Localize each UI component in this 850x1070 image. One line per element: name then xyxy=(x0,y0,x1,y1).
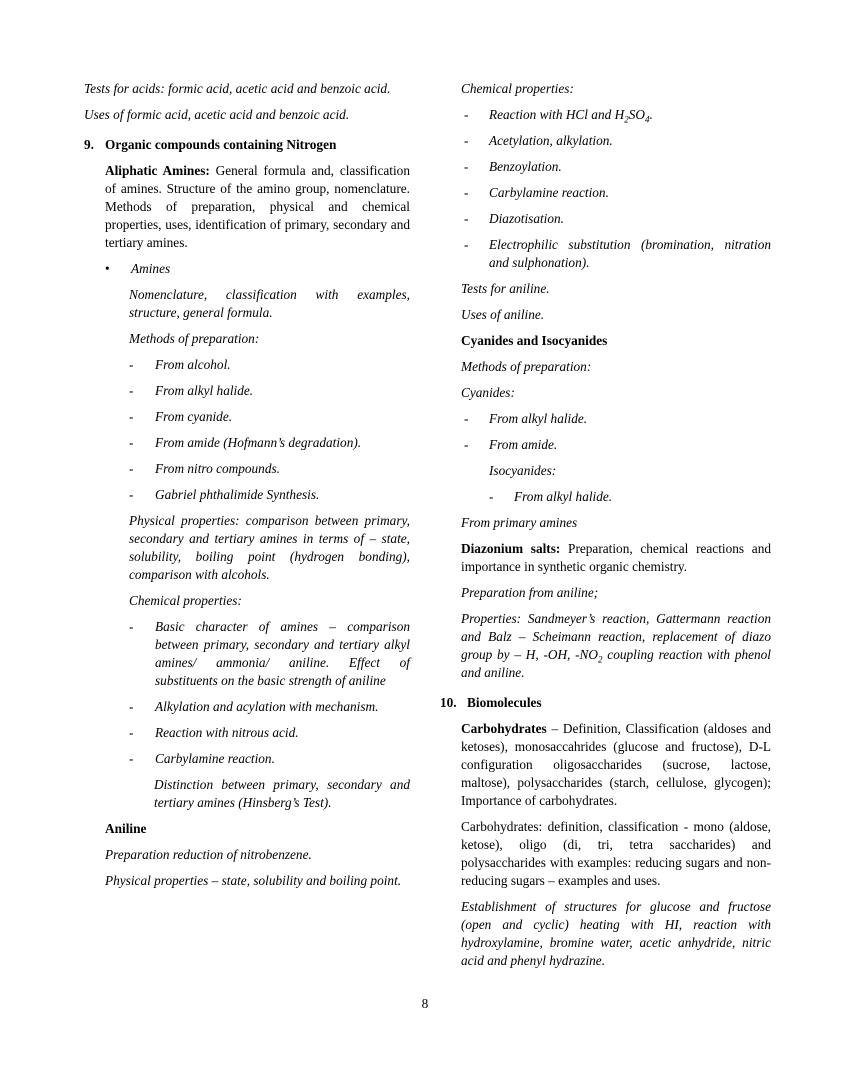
tests-aniline: Tests for aniline. xyxy=(461,281,550,296)
dash-marker: - xyxy=(464,133,469,148)
aliphatic-text: General formula and, classification of amines. Structure of the amino group, nomenclature. Methods of preparation, physical and chemical properties, uses, identification of primary, secondary and tertiary amines. xyxy=(105,163,410,250)
chem-item: Diazotisation. xyxy=(489,211,564,226)
section-10-title: Biomolecules xyxy=(467,695,542,710)
section-9-title: Organic compounds containing Nitrogen xyxy=(105,137,337,152)
dash-marker: - xyxy=(129,409,134,424)
list-item xyxy=(464,236,771,272)
chem-item: Benzoylation. xyxy=(489,159,562,174)
list-item xyxy=(129,434,410,452)
subscript: 4 xyxy=(644,114,650,125)
chem-item: Acetylation, alkylation. xyxy=(489,133,613,148)
methods-prep-label: Methods of preparation: xyxy=(461,359,592,374)
bullet-amines xyxy=(105,260,410,278)
section-10-number: 10. xyxy=(440,695,457,710)
chemical-properties-label: Chemical properties: xyxy=(461,81,574,96)
distinction: Distinction between primary, secondary and tertiary amines (Hinsberg’s Test). xyxy=(154,777,410,810)
properties-paragraph xyxy=(461,610,771,682)
list-item xyxy=(464,132,771,150)
carbohydrates-definition: Carbohydrates: definition, classification - mono (aldose, ketose), oligo (di, tri, tetra saccharides) and polysaccharides with examples: reducing sugars and non-reducing sugars – examples and uses. xyxy=(461,819,771,888)
list-item xyxy=(464,158,771,176)
chem-item: Basic character of amines – comparison between primary, secondary and tertiary alkyl amines/ ammonia/ aniline. Effect of substituents on the basic strength of aniline xyxy=(155,619,410,688)
list-item xyxy=(129,724,410,742)
subscript: 2 xyxy=(598,654,603,665)
list-item xyxy=(129,750,410,768)
bullet-marker: • xyxy=(105,261,110,276)
chem-item: Carbylamine reaction. xyxy=(155,751,275,766)
aliphatic-paragraph xyxy=(105,162,410,252)
properties-text: Properties: Sandmeyer’s reaction, Gattermann reaction and Balz – Scheimann reaction, replacement of diazo group by – H, -OH, -NO xyxy=(461,611,771,662)
chem-item-text: SO xyxy=(628,107,645,122)
aliphatic-heading: Aliphatic Amines: xyxy=(105,163,210,178)
nomenclature: Nomenclature, classification with examples, structure, general formula. xyxy=(129,287,410,320)
chem-item: Electrophilic substitution (bromination, nitration and sulphonation). xyxy=(489,237,771,270)
isocyanide-item: From alkyl halide. xyxy=(514,489,613,504)
list-item xyxy=(464,436,771,454)
method-item: From alcohol. xyxy=(155,357,231,372)
dash-marker: - xyxy=(129,487,134,502)
method-item: From nitro compounds. xyxy=(155,461,280,476)
dash-marker: - xyxy=(129,751,134,766)
chemical-properties-label: Chemical properties: xyxy=(129,593,242,608)
aniline-heading: Aniline xyxy=(105,821,147,836)
method-item: Gabriel phthalimide Synthesis. xyxy=(155,487,320,502)
diazonium-paragraph xyxy=(461,540,771,576)
establishment-structures: Establishment of structures for glucose and fructose (open and cyclic) heating with HI, reaction with hydroxylamine, bromine water, acetic anhydride, nitric acid and phenyl hydrazine. xyxy=(461,899,771,968)
list-item xyxy=(129,618,410,690)
physical-properties: Physical properties: comparison between primary, secondary and tertiary amines in terms of – state, solubility, boiling point (hydrogen bonding), comparison with alcohols. xyxy=(129,513,410,582)
dash-marker: - xyxy=(464,237,469,252)
chem-item: Carbylamine reaction. xyxy=(489,185,609,200)
prep-from-aniline: Preparation from aniline; xyxy=(461,585,599,600)
dash-marker: - xyxy=(464,159,469,174)
dash-marker: - xyxy=(489,489,494,504)
page-number: 8 xyxy=(421,996,429,1011)
uses-aniline: Uses of aniline. xyxy=(461,307,545,322)
section-9-heading xyxy=(84,136,410,154)
uses-acids: Uses of formic acid, acetic acid and benzoic acid. xyxy=(84,107,350,122)
subscript: 2 xyxy=(624,114,629,125)
from-primary-amines: From primary amines xyxy=(461,515,578,530)
aniline-physical: Physical properties – state, solubility and boiling point. xyxy=(105,873,402,888)
dash-marker: - xyxy=(129,357,134,372)
cyanide-item: From alkyl halide. xyxy=(489,411,588,426)
dash-marker: - xyxy=(129,725,134,740)
section-10-heading xyxy=(440,694,771,712)
chem-item-hcl xyxy=(489,106,771,124)
chem-item-text: Reaction with HCl and H xyxy=(489,107,625,122)
dash-marker: - xyxy=(129,619,134,634)
list-item xyxy=(129,698,410,716)
dash-marker: - xyxy=(464,185,469,200)
diazonium-text: Preparation, chemical reactions and importance in synthetic organic chemistry. xyxy=(461,541,771,574)
dash-marker: - xyxy=(464,437,469,452)
list-item xyxy=(489,488,771,506)
dash-marker: - xyxy=(129,383,134,398)
carbohydrates-text: – Definition, Classification (aldoses and ketoses), monosaccahrides (glucose and fructose), D-L configuration oligosaccharides (sucrose, lactose, maltose), polysaccharides (starch, cellulose, glycogen); Importance of carbohydrates. xyxy=(461,721,771,808)
list-item xyxy=(464,184,771,202)
aniline-prep: Preparation reduction of nitrobenzene. xyxy=(105,847,312,862)
cyanide-item: From amide. xyxy=(489,437,558,452)
carbohydrates-heading: Carbohydrates xyxy=(461,721,547,736)
section-9-number: 9. xyxy=(84,137,94,152)
chem-item-text: . xyxy=(649,107,653,122)
dash-marker: - xyxy=(129,435,134,450)
list-item xyxy=(129,356,410,374)
diazonium-heading: Diazonium salts: xyxy=(461,541,561,556)
right-column xyxy=(440,80,771,978)
isocyanides-label: Isocyanides: xyxy=(489,463,557,478)
bullet-amines-label: Amines xyxy=(131,261,171,276)
carbohydrates-paragraph xyxy=(461,720,771,810)
dash-marker: - xyxy=(129,699,134,714)
left-column xyxy=(84,80,410,898)
properties-end: coupling reaction with phenol and aniline. xyxy=(461,647,772,680)
dash-marker: - xyxy=(129,461,134,476)
dash-marker: - xyxy=(464,411,469,426)
dash-marker: - xyxy=(464,107,469,122)
list-item xyxy=(129,460,410,478)
method-item: From cyanide. xyxy=(155,409,233,424)
list-item xyxy=(129,382,410,400)
list-item xyxy=(129,486,410,504)
method-item: From alkyl halide. xyxy=(155,383,254,398)
cyanides-label: Cyanides: xyxy=(461,385,515,400)
chem-item: Reaction with nitrous acid. xyxy=(155,725,299,740)
cyanides-heading: Cyanides and Isocyanides xyxy=(461,333,608,348)
methods-prep-label: Methods of preparation: xyxy=(129,331,260,346)
list-item xyxy=(464,210,771,228)
method-item: From amide (Hofmann’s degradation). xyxy=(155,435,362,450)
list-item xyxy=(464,106,771,124)
chem-item: Alkylation and acylation with mechanism. xyxy=(155,699,379,714)
list-item xyxy=(464,410,771,428)
dash-marker: - xyxy=(464,211,469,226)
tests-acids: Tests for acids: formic acid, acetic acid and benzoic acid. xyxy=(84,81,391,96)
list-item xyxy=(129,408,410,426)
